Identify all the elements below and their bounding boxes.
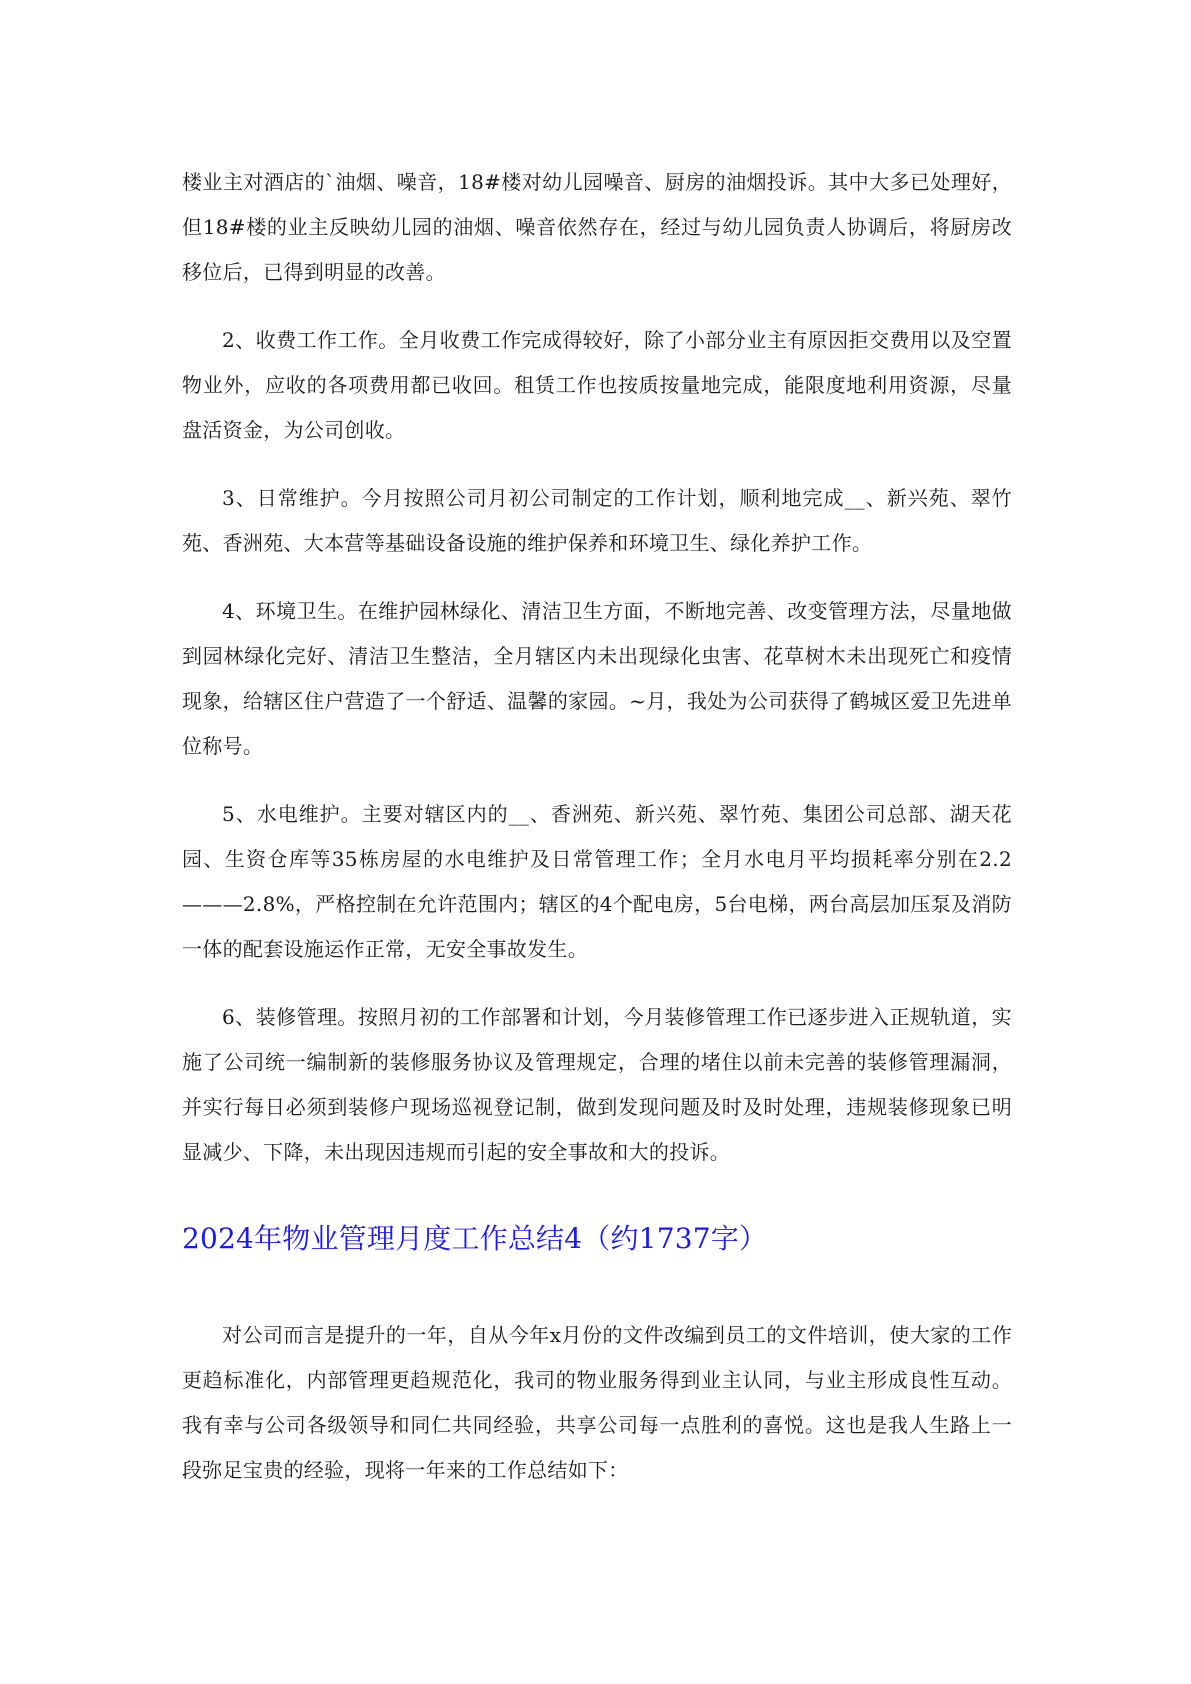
paragraph-gap: [182, 769, 1012, 792]
paragraph-maintenance: 3、日常维护。今月按照公司月初公司制定的工作计划，顺利地完成__、新兴苑、翠竹苑、香洲苑、大本营等基础设备设施的维护保养和环境卫生、绿化养护工作。: [182, 486, 1012, 555]
paragraph-billing: 2、收费工作工作。全月收费工作完成得较好，除了小部分业主有原因拒交费用以及空置物业外，应收的各项费用都已收回。租赁工作也按质按量地完成，能限度地利用资源，尽量盘活资金，为公司创收。: [182, 328, 1012, 442]
heading-gap: [182, 1259, 1012, 1313]
paragraph-renovation: 6、装修管理。按照月初的工作部署和计划，今月装修管理工作已逐步进入正规轨道，实施了公司统一编制新的装修服务协议及管理规定，合理的堵住以前未完善的装修管理漏洞，并实行每日必须到装修户现场巡视登记制，做到发现问题及时及时处理，违规装修现象已明显减少、下降，未出现因违规而引起的安全事故和大的投诉。: [182, 1005, 1012, 1164]
paragraph-gap: [182, 295, 1012, 318]
paragraph-gap: [182, 453, 1012, 476]
section-intro-paragraph: 对公司而言是提升的一年，自从今年x月份的文件改编到员工的文件培训，使大家的工作更趋标准化，内部管理更趋规范化，我司的物业服务得到业主认同，与业主形成良性互动。我有幸与公司各级领导和同仁共同经验，共享公司每一点胜利的喜悦。这也是我人生路上一段弥足宝贵的经验，现将一年来的工作总结如下：: [182, 1323, 1012, 1482]
document-body: [182, 160, 1012, 1493]
paragraph-utilities: 5、水电维护。主要对辖区内的__、香洲苑、新兴苑、翠竹苑、集团公司总部、湖天花园、生资仓库等35栋房屋的水电维护及日常管理工作；全月水电月平均损耗率分别在2.2———2.8%，严格控制在允许范围内；辖区的4个配电房，5台电梯，两台高层加压泵及消防一体的配套设施运作正常，无安全事故发生。: [182, 802, 1012, 961]
paragraph-continued: 楼业主对酒店的`油烟、噪音，18#楼对幼儿园噪音、厨房的油烟投诉。其中大多已处理好，但18#楼的业主反映幼儿园的油烟、噪音依然存在，经过与幼儿园负责人协调后，将厨房改移位后，已得到明显的改善。: [182, 170, 1012, 284]
paragraph-gap: [182, 972, 1012, 995]
section-heading: 2024年物业管理月度工作总结4（约1737字）: [182, 1222, 768, 1255]
paragraph-environment: 4、环境卫生。在维护园林绿化、清洁卫生方面，不断地完善、改变管理方法，尽量地做到园林绿化完好、清洁卫生整洁，全月辖区内未出现绿化虫害、花草树木未出现死亡和疫情现象，给辖区住户营造了一个舒适、温馨的家园。~月，我处为公司获得了鹤城区爱卫先进单位称号。: [182, 599, 1012, 758]
paragraph-gap: [182, 566, 1012, 589]
